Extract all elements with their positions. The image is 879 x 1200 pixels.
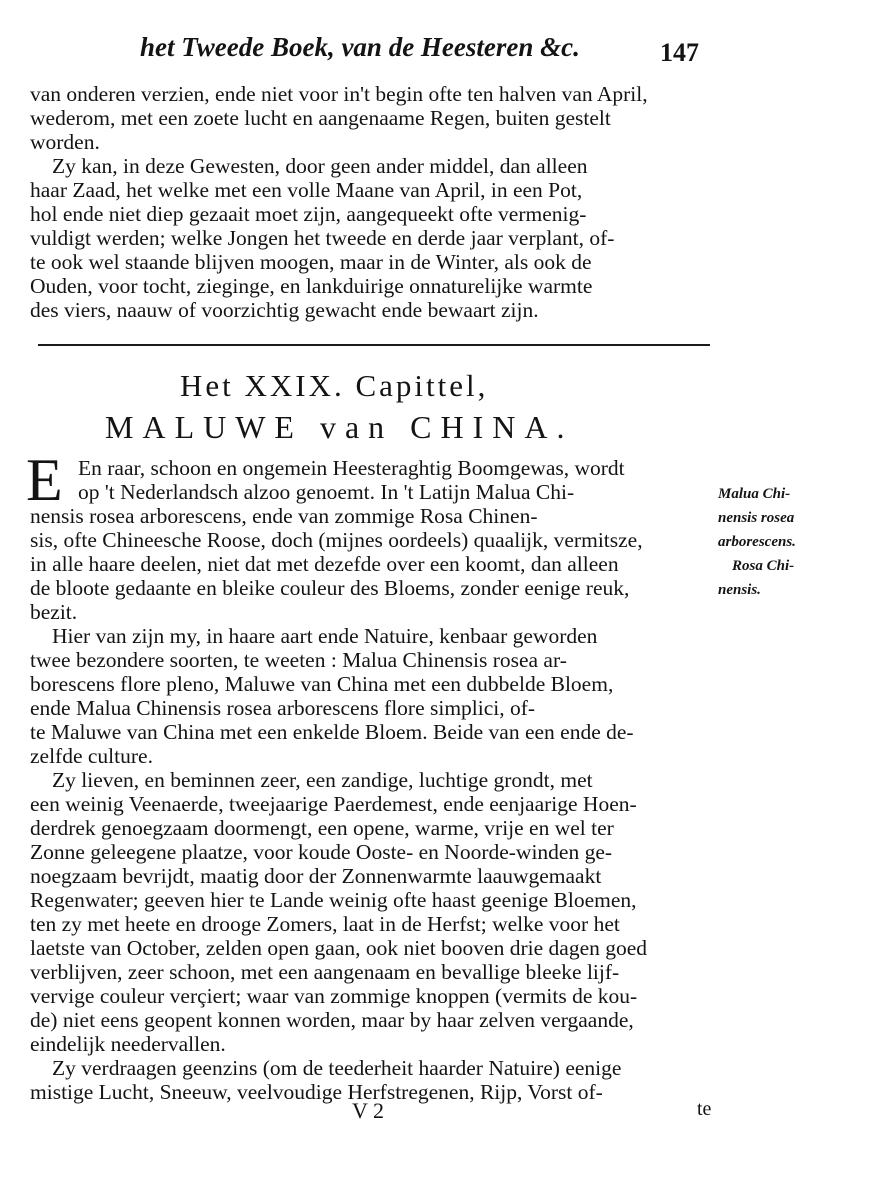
text-line: noegzaam bevrijdt, maatig door der Zonnenwarmte laauwgemaakt bbox=[30, 864, 602, 888]
drop-capital: E bbox=[26, 447, 63, 513]
margin-note: Rosa Chi- bbox=[732, 558, 795, 574]
section-divider bbox=[38, 344, 710, 346]
text-line: te Maluwe van China met een enkelde Bloem. Beide van een ende de- bbox=[30, 720, 634, 744]
margin-note: Malua Chi- bbox=[718, 486, 791, 502]
text-line: een weinig Veenaerde, tweejaarige Paerdemest, ende eenjaarige Hoen- bbox=[30, 792, 637, 816]
running-title: het Tweede Boek, van de Heesteren &c. bbox=[140, 32, 580, 62]
text-line: haar Zaad, het welke met een volle Maane van April, in een Pot, bbox=[30, 178, 583, 202]
text-line: zelfde culture. bbox=[30, 744, 153, 768]
chapter-subtitle: MALUWE van CHINA. bbox=[105, 409, 574, 445]
text-line: des viers, naauw of voorzichtig gewacht ende bewaart zijn. bbox=[30, 298, 539, 322]
margin-note: nensis rosea bbox=[718, 510, 795, 526]
text-line: ende Malua Chinensis rosea arborescens flore simplici, of- bbox=[30, 696, 536, 720]
chapter-title: Het XXIX. Capittel, bbox=[180, 368, 489, 403]
catchword: te bbox=[697, 1098, 712, 1120]
text-line: de) niet eens geopent konnen worden, maar by haar zelven vergaande, bbox=[30, 1008, 634, 1032]
text-line: mistige Lucht, Sneeuw, veelvoudige Herfstregenen, Rijp, Vorst of- bbox=[30, 1080, 603, 1104]
text-line: wederom, met een zoete lucht en aangenaame Regen, buiten gestelt bbox=[30, 106, 611, 130]
text-line: En raar, schoon en ongemein Heesteraghtig Boomgewas, wordt bbox=[78, 456, 625, 480]
text-line: de bloote gedaante en bleike couleur des Bloems, zonder eenige reuk, bbox=[30, 576, 630, 600]
text-line: eindelijk needervallen. bbox=[30, 1032, 226, 1056]
signature-mark: V 2 bbox=[352, 1098, 384, 1123]
text-line: sis, ofte Chineesche Roose, doch (mijnes oordeels) quaalijk, vermitsze, bbox=[30, 528, 643, 552]
margin-note: arborescens. bbox=[718, 534, 796, 550]
text-line: Ouden, voor tocht, zieginge, en lankduirige onnaturelijke warmte bbox=[30, 274, 593, 298]
page-number: 147 bbox=[660, 38, 699, 67]
text-line: Zonne geleegene plaatze, voor koude Ooste- en Noorde-winden ge- bbox=[30, 840, 613, 864]
text-line: Zy verdraagen geenzins (om de teederheit haarder Natuire) eenige bbox=[52, 1056, 622, 1080]
text-line: worden. bbox=[30, 130, 100, 154]
text-line: Hier van zijn my, in haare aart ende Natuire, kenbaar geworden bbox=[52, 624, 598, 648]
text-line: van onderen verzien, ende niet voor in't begin ofte ten halven van April, bbox=[30, 82, 648, 106]
text-line: vuldigt werden; welke Jongen het tweede en derde jaar verplant, of- bbox=[30, 226, 615, 250]
text-line: twee bezondere soorten, te weeten : Malua Chinensis rosea ar- bbox=[30, 648, 567, 672]
text-line: bezit. bbox=[30, 600, 78, 624]
text-line: vervige couleur verçiert; waar van zommige knoppen (vermits de kou- bbox=[30, 984, 638, 1008]
text-line: Zy kan, in deze Gewesten, door geen ander middel, dan alleen bbox=[52, 154, 588, 178]
text-line: ten zy met heete en drooge Zomers, laat in de Herfst; welke voor het bbox=[30, 912, 620, 936]
text-line: te ook wel staande blijven moogen, maar in de Winter, als ook de bbox=[30, 250, 592, 274]
text-line: derdrek genoegzaam doormengt, een opene, warme, vrije en wel ter bbox=[30, 816, 614, 840]
margin-note: nensis. bbox=[718, 582, 761, 598]
text-line: verblijven, zeer schoon, met een aangenaam en bevallige bleeke lijf- bbox=[30, 960, 620, 984]
text-line: borescens flore pleno, Maluwe van China met een dubbelde Bloem, bbox=[30, 672, 614, 696]
text-line: nensis rosea arborescens, ende van zommige Rosa Chinen- bbox=[30, 504, 538, 528]
text-line: laetste van October, zelden open gaan, ook niet booven drie dagen goed bbox=[30, 936, 648, 960]
text-line: op 't Nederlandsch alzoo genoemt. In 't Latijn Malua Chi- bbox=[78, 480, 575, 504]
text-line: hol ende niet diep gezaait moet zijn, aangequeekt ofte vermenig- bbox=[30, 202, 587, 226]
text-line: Zy lieven, en beminnen zeer, een zandige, luchtige grondt, met bbox=[52, 768, 593, 792]
text-line: Regenwater; geeven hier te Lande weinig ofte haast geenige Bloemen, bbox=[30, 888, 637, 912]
text-line: in alle haare deelen, niet dat met dezefde over een koomt, dan alleen bbox=[30, 552, 619, 576]
